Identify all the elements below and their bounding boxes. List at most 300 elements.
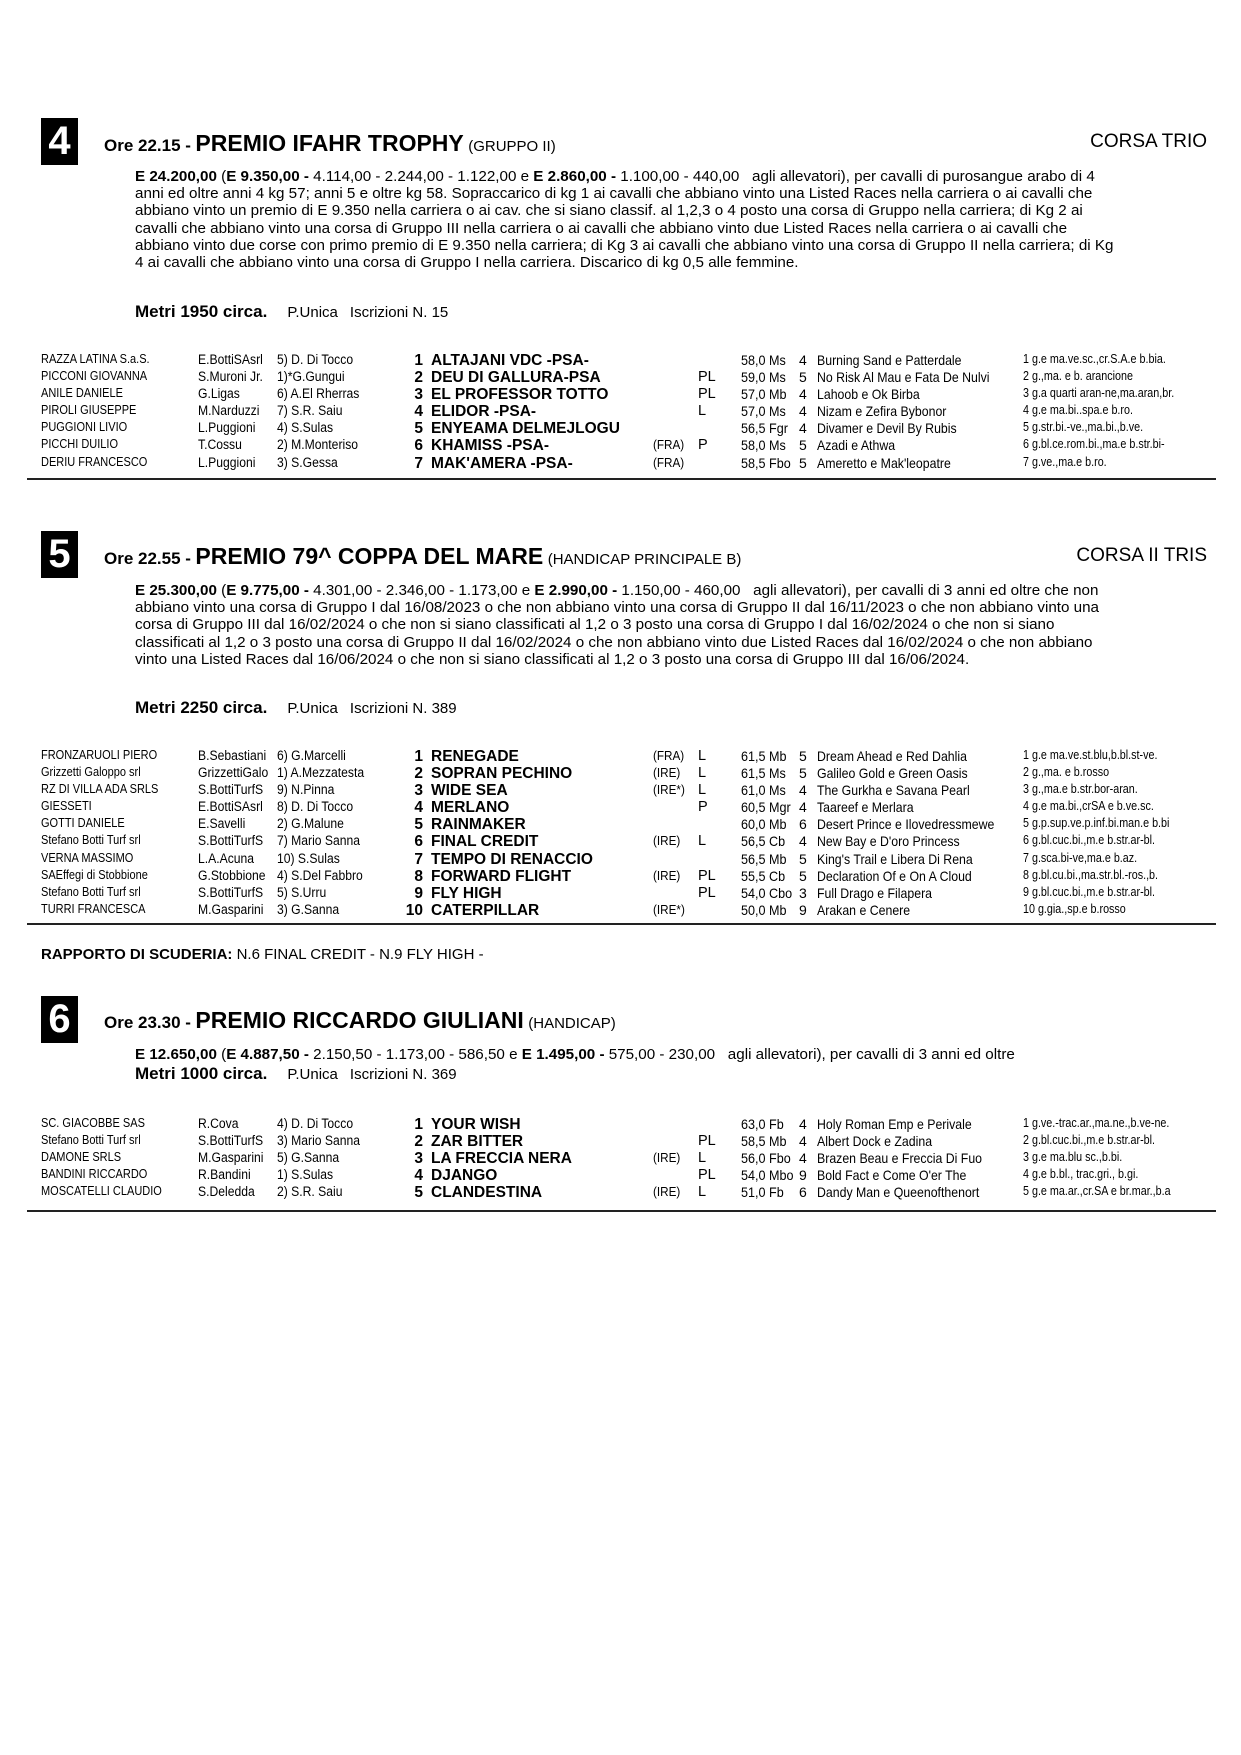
equipment: L bbox=[698, 1150, 707, 1167]
weight: 58,0 Ms bbox=[741, 352, 786, 368]
runner-row bbox=[0, 885, 1241, 902]
silks-colors: 5 g.p.sup.ve.p.inf.bi.man.e b.bi bbox=[1023, 816, 1170, 831]
race-category: (HANDICAP) bbox=[528, 1015, 616, 1032]
trainer-name: M.Narduzzi bbox=[198, 403, 260, 419]
trainer-name: R.Bandini bbox=[198, 1167, 251, 1183]
equipment: L bbox=[698, 748, 707, 764]
owner-name: PIROLI GIUSEPPE bbox=[41, 403, 137, 418]
owner-name: Stefano Botti Turf srl bbox=[41, 1133, 141, 1148]
weight: 57,0 Mb bbox=[741, 386, 787, 403]
trainer-name: S.BottiTurfS bbox=[198, 833, 264, 849]
prize-first: E 9.775,00 - bbox=[226, 582, 309, 599]
horse-age: 6 bbox=[799, 1184, 807, 1201]
divider bbox=[27, 1210, 1216, 1212]
horse-origin: (IRE*) bbox=[653, 901, 685, 917]
prize-breeders: E 2.990,00 - bbox=[534, 582, 618, 599]
horse-name bbox=[405, 748, 519, 766]
entries: Iscrizioni N. 15 bbox=[349, 304, 449, 321]
horse-age: 4 bbox=[799, 799, 807, 816]
silks-colors: 6 g.bl.cuc.bi.,m.e b.str.ar-bl. bbox=[1023, 833, 1156, 848]
runners-table bbox=[0, 352, 1241, 472]
jockey-name: 3) S.Gessa bbox=[277, 454, 338, 470]
owner-name: DERIU FRANCESCO bbox=[41, 454, 148, 469]
pedigree: Declaration Of e On A Cloud bbox=[817, 867, 972, 884]
horse-age: 4 bbox=[799, 403, 807, 420]
runner-row bbox=[0, 816, 1241, 833]
jockey-name: 10) S.Sulas bbox=[277, 850, 340, 866]
pedigree: Azadi e Athwa bbox=[817, 437, 896, 454]
horse-age: 5 bbox=[799, 454, 807, 471]
weight: 56,0 Fbo bbox=[741, 1150, 791, 1167]
horse-age: 5 bbox=[799, 867, 807, 884]
jockey-name: 7) Mario Sanna bbox=[277, 833, 361, 849]
owner-name: DAMONE SRLS bbox=[41, 1150, 122, 1165]
silks-colors: 4 g.e b.bl., trac.gri., b.gi. bbox=[1023, 1167, 1139, 1182]
pedigree: Arakan e Cenere bbox=[817, 901, 911, 918]
owner-name: VERNA MASSIMO bbox=[41, 850, 134, 865]
pedigree: The Gurkha e Savana Pearl bbox=[817, 782, 970, 799]
pedigree: Divamer e Devil By Rubis bbox=[817, 420, 957, 437]
prize-breeders-rest: 1.150,00 - 460,00 bbox=[617, 582, 741, 599]
horse-age: 4 bbox=[799, 420, 807, 437]
horse-age: 9 bbox=[799, 901, 807, 918]
horse-age: 5 bbox=[799, 765, 807, 782]
prize-breeders: E 1.495,00 - bbox=[521, 1046, 605, 1063]
race-distance-line bbox=[135, 698, 457, 718]
trainer-name: M.Gasparini bbox=[198, 901, 264, 917]
horse-number: 1 bbox=[414, 748, 423, 765]
horse-age: 3 bbox=[799, 884, 807, 901]
horse-number: 9 bbox=[414, 884, 423, 902]
owner-name: RAZZA LATINA S.a.S. bbox=[41, 352, 150, 366]
horse-number: 6 bbox=[414, 437, 423, 455]
horse-number: 4 bbox=[414, 1167, 423, 1185]
jockey-name: 9) N.Pinna bbox=[277, 782, 335, 798]
pedigree: King's Trail e Libera Di Rena bbox=[817, 850, 973, 867]
silks-colors: 5 g.str.bi.-ve.,ma.bi.,b.ve. bbox=[1023, 420, 1144, 435]
horse-name bbox=[405, 1184, 542, 1202]
start-type: P.Unica bbox=[287, 304, 338, 321]
horse-origin: (FRA) bbox=[653, 748, 685, 763]
horse-age: 4 bbox=[799, 833, 807, 850]
horse-name bbox=[405, 1167, 497, 1185]
runner-row bbox=[0, 1133, 1241, 1150]
pedigree: Full Drago e Filapera bbox=[817, 884, 933, 901]
horse-number: 6 bbox=[414, 833, 423, 851]
trainer-name: S.BottiTurfS bbox=[198, 884, 264, 900]
horse-name-text: LA FRECCIA NERA bbox=[431, 1150, 572, 1168]
horse-age: 5 bbox=[799, 437, 807, 454]
trainer-name: R.Cova bbox=[198, 1116, 239, 1131]
equipment: PL bbox=[698, 386, 716, 403]
pedigree: Dream Ahead e Red Dahlia bbox=[817, 748, 967, 764]
horse-name bbox=[405, 1116, 521, 1134]
weight: 57,0 Ms bbox=[741, 403, 786, 420]
race-conditions bbox=[135, 1046, 1115, 1063]
horse-origin: (IRE) bbox=[653, 765, 681, 781]
prize-paren: ( bbox=[216, 582, 227, 599]
horse-origin: (IRE) bbox=[653, 1150, 681, 1166]
jockey-name: 2) M.Monteriso bbox=[277, 437, 359, 453]
horse-name bbox=[405, 833, 538, 851]
horse-age: 4 bbox=[799, 386, 807, 403]
race-category: (HANDICAP PRINCIPALE B) bbox=[547, 551, 742, 568]
horse-name-text: MERLANO bbox=[431, 799, 510, 817]
horse-age: 5 bbox=[799, 850, 807, 867]
horse-age: 4 bbox=[799, 1133, 807, 1150]
runner-row bbox=[0, 782, 1241, 799]
silks-colors: 2 g.bl.cuc.bi.,m.e b.str.ar-bl. bbox=[1023, 1133, 1156, 1148]
weight: 61,5 Ms bbox=[741, 765, 786, 782]
weight: 63,0 Fb bbox=[741, 1116, 784, 1132]
weight: 56,5 Cb bbox=[741, 833, 786, 850]
equipment: PL bbox=[698, 884, 716, 901]
silks-colors: 2 g.,ma. e b.rosso bbox=[1023, 765, 1110, 780]
horse-origin: (IRE*) bbox=[653, 782, 685, 798]
runners-table bbox=[0, 748, 1241, 919]
horse-number: 7 bbox=[414, 850, 423, 868]
horse-number: 4 bbox=[414, 403, 423, 421]
silks-colors: 4 g.e ma.bi.,crSA e b.ve.sc. bbox=[1023, 799, 1154, 814]
trainer-name: E.Savelli bbox=[198, 816, 246, 832]
horse-name-text: FINAL CREDIT bbox=[431, 833, 539, 851]
jockey-name: 4) D. Di Tocco bbox=[277, 1116, 354, 1131]
horse-name bbox=[405, 369, 601, 387]
runner-row bbox=[0, 437, 1241, 454]
race-conditions bbox=[135, 582, 1115, 668]
runner-row bbox=[0, 420, 1241, 437]
horse-name bbox=[405, 1133, 523, 1151]
runner-row bbox=[0, 455, 1241, 472]
horse-name-text: SOPRAN PECHINO bbox=[431, 765, 573, 783]
equipment: PL bbox=[698, 369, 716, 386]
race-distance-line bbox=[135, 302, 448, 322]
jockey-name: 2) G.Malune bbox=[277, 816, 344, 832]
race-category: (GRUPPO II) bbox=[468, 138, 556, 155]
jockey-name: 3) Mario Sanna bbox=[277, 1133, 361, 1149]
jockey-name: 4) S.Del Fabbro bbox=[277, 867, 363, 883]
horse-name bbox=[405, 765, 572, 783]
silks-colors: 9 g.bl.cuc.bi.,m.e b.str.ar-bl. bbox=[1023, 884, 1156, 899]
silks-colors: 3 g.a quarti aran-ne,ma.aran,br. bbox=[1023, 386, 1175, 401]
horse-origin: (IRE) bbox=[653, 1184, 681, 1200]
horse-name-text: CATERPILLAR bbox=[431, 901, 540, 919]
jockey-name: 5) D. Di Tocco bbox=[277, 352, 354, 367]
silks-colors: 7 g.sca.bi-ve,ma.e b.az. bbox=[1023, 850, 1138, 865]
stable-report-text: N.6 FINAL CREDIT - N.9 FLY HIGH - bbox=[232, 946, 484, 963]
horse-age: 4 bbox=[799, 1150, 807, 1167]
start-type: P.Unica bbox=[287, 1066, 338, 1083]
horse-name bbox=[405, 868, 571, 886]
equipment: P bbox=[698, 437, 708, 454]
horse-origin: (FRA) bbox=[653, 437, 685, 453]
prize-breeders-rest: 1.100,00 - 440,00 bbox=[616, 168, 740, 185]
owner-name: SC. GIACOBBE SAS bbox=[41, 1116, 145, 1130]
equipment: L bbox=[698, 782, 707, 799]
horse-age: 6 bbox=[799, 816, 807, 833]
weight: 56,5 Mb bbox=[741, 850, 787, 867]
race-distance-line bbox=[135, 1064, 457, 1084]
horse-name-text: FLY HIGH bbox=[431, 884, 502, 902]
horse-name bbox=[405, 455, 573, 473]
owner-name: TURRI FRANCESCA bbox=[41, 901, 146, 916]
race-title bbox=[104, 130, 556, 157]
horse-name bbox=[405, 851, 593, 869]
trainer-name: GrizzettiGalo bbox=[198, 765, 269, 781]
runner-row bbox=[0, 1167, 1241, 1184]
owner-name: SAEffegi di Stobbione bbox=[41, 867, 148, 882]
jockey-name: 3) G.Sanna bbox=[277, 901, 340, 917]
equipment: L bbox=[698, 833, 707, 850]
pedigree: Nizam e Zefira Bybonor bbox=[817, 403, 947, 420]
owner-name: RZ DI VILLA ADA SRLS bbox=[41, 782, 159, 797]
prize-total: E 24.200,00 bbox=[135, 168, 217, 185]
pedigree: Holy Roman Emp e Perivale bbox=[817, 1116, 972, 1132]
pedigree: Galileo Gold e Green Oasis bbox=[817, 765, 968, 782]
weight: 54,0 Cbo bbox=[741, 884, 793, 901]
horse-age: 4 bbox=[799, 352, 807, 368]
entries: Iscrizioni N. 369 bbox=[349, 1066, 457, 1083]
horse-number: 8 bbox=[414, 867, 423, 885]
trainer-name: S.Deledda bbox=[198, 1184, 255, 1200]
owner-name: Grizzetti Galoppo srl bbox=[41, 765, 141, 780]
pedigree: Taareef e Merlara bbox=[817, 799, 914, 816]
horse-origin: (IRE) bbox=[653, 833, 681, 849]
horse-name-text: ZAR BITTER bbox=[431, 1133, 524, 1151]
runner-row bbox=[0, 902, 1241, 919]
weight: 58,5 Mb bbox=[741, 1133, 787, 1150]
horse-age: 5 bbox=[799, 748, 807, 764]
equipment: P bbox=[698, 799, 708, 816]
pedigree: Brazen Beau e Freccia Di Fuo bbox=[817, 1150, 983, 1167]
horse-age: 4 bbox=[799, 782, 807, 799]
conditions-text: agli allevatori), per cavalli di purosangue arabo di 4 anni ed oltre anni 4 kg 57; anni 5 e oltre kg 58. Sopraccarico di kg 1 ai cavalli che abbiano vinto una Listed Races nella carriera o ai cavalli che abbiano vinto un premio di E 9.350 nella carriera o ai cav. che si siano classif. al 1,2,3 o 4 posto una corsa di Gruppo nella carriera; di Kg 2 ai cavalli che abbiano vinto una corsa di Gruppo III nella carriera o ai cavalli che abbiano vinto due Listed Races nella carriera o ai cavalli che abbiano vinto due corse con primo premio di E 9.350 nella carriera; di Kg 3 ai cavalli che abbiano vinto una corsa di Gruppo II nella carriera; di Kg 4 ai cavalli che abbiano vinto una corsa di Gruppo I nella carriera. Discarico di kg 0,5 alle femmine. bbox=[135, 168, 1114, 272]
weight: 56,5 Fgr bbox=[741, 420, 788, 437]
horse-number: 2 bbox=[414, 369, 423, 387]
prize-first: E 9.350,00 - bbox=[226, 168, 309, 185]
owner-name: GIESSETI bbox=[41, 799, 92, 814]
prize-total: E 12.650,00 bbox=[135, 1046, 217, 1063]
horse-number: 5 bbox=[414, 816, 423, 834]
silks-colors: 1 g.ve.-trac.ar.,ma.ne.,b.ve-ne. bbox=[1023, 1116, 1170, 1130]
weight: 59,0 Ms bbox=[741, 369, 786, 386]
jockey-name: 7) S.R. Saiu bbox=[277, 403, 343, 419]
horse-name-text: ALTAJANI VDC -PSA- bbox=[431, 352, 589, 369]
pedigree: Lahoob e Ok Birba bbox=[817, 386, 920, 403]
equipment: L bbox=[698, 765, 707, 782]
runner-row bbox=[0, 765, 1241, 782]
race-time: Ore 22.55 - bbox=[104, 549, 191, 568]
pedigree: Bold Fact e Come O'er The bbox=[817, 1167, 967, 1184]
weight: 55,5 Cb bbox=[741, 867, 786, 884]
horse-origin: (FRA) bbox=[653, 454, 685, 470]
equipment: PL bbox=[698, 1167, 716, 1184]
weight: 50,0 Mb bbox=[741, 901, 787, 918]
silks-colors: 6 g.bl.ce.rom.bi.,ma.e b.str.bi- bbox=[1023, 437, 1165, 452]
horse-name-text: EL PROFESSOR TOTTO bbox=[431, 386, 609, 404]
silks-colors: 10 g.gia.,sp.e b.rosso bbox=[1023, 901, 1126, 916]
weight: 60,0 Mb bbox=[741, 816, 787, 833]
horse-name-text: ELIDOR -PSA- bbox=[431, 403, 537, 421]
horse-age: 9 bbox=[799, 1167, 807, 1184]
horse-name bbox=[405, 816, 526, 834]
owner-name: Stefano Botti Turf srl bbox=[41, 833, 141, 848]
runner-row bbox=[0, 833, 1241, 850]
trainer-name: B.Sebastiani bbox=[198, 748, 267, 763]
horse-origin: (IRE) bbox=[653, 867, 681, 883]
owner-name: ANILE DANIELE bbox=[41, 386, 123, 401]
runner-row bbox=[0, 851, 1241, 868]
stable-report bbox=[41, 946, 484, 963]
trainer-name: E.BottiSAsrl bbox=[198, 799, 263, 815]
owner-name: PICCONI GIOVANNA bbox=[41, 369, 148, 384]
prize-paren: ( bbox=[216, 168, 227, 185]
race-conditions bbox=[135, 168, 1115, 271]
prize-rest: 2.150,50 - 1.173,00 - 586,50 e bbox=[308, 1046, 522, 1063]
horse-name-text: MAK'AMERA -PSA- bbox=[431, 454, 573, 472]
horse-name-text: YOUR WISH bbox=[431, 1116, 521, 1133]
equipment: L bbox=[698, 1184, 707, 1201]
jockey-name: 5) G.Sanna bbox=[277, 1150, 340, 1166]
trainer-name: S.Muroni Jr. bbox=[198, 369, 263, 385]
prize-rest: 4.301,00 - 2.346,00 - 1.173,00 e bbox=[308, 582, 535, 599]
silks-colors: 8 g.bl.cu.bi.,ma.str.bl.-ros.,b. bbox=[1023, 867, 1159, 882]
silks-colors: 5 g.e ma.ar.,cr.SA e br.mar.,b.a bbox=[1023, 1184, 1171, 1199]
jockey-name: 1)*G.Gungui bbox=[277, 369, 345, 385]
horse-name-text: ENYEAMA DELMEJLOGU bbox=[431, 420, 620, 438]
runner-row bbox=[0, 386, 1241, 403]
horse-number: 4 bbox=[414, 799, 423, 817]
entries: Iscrizioni N. 389 bbox=[349, 700, 457, 717]
race-number-badge: 6 bbox=[41, 996, 78, 1043]
race-title bbox=[104, 543, 741, 570]
horse-number: 5 bbox=[414, 420, 423, 438]
pedigree: Burning Sand e Patterdale bbox=[817, 352, 962, 368]
owner-name: Stefano Botti Turf srl bbox=[41, 884, 141, 899]
horse-age: 5 bbox=[799, 369, 807, 386]
equipment: PL bbox=[698, 867, 716, 884]
horse-name bbox=[405, 1150, 572, 1168]
equipment: PL bbox=[698, 1133, 716, 1150]
prize-first: E 4.887,50 - bbox=[226, 1046, 309, 1063]
horse-name-text: RAINMAKER bbox=[431, 816, 526, 834]
horse-name-text: DJANGO bbox=[431, 1167, 498, 1185]
horse-name-text: WIDE SEA bbox=[431, 782, 508, 800]
horse-name-text: RENEGADE bbox=[431, 748, 519, 765]
owner-name: PICCHI DUILIO bbox=[41, 437, 119, 452]
silks-colors: 2 g.,ma. e b. arancione bbox=[1023, 369, 1133, 384]
prize-breeders-rest: 575,00 - 230,00 bbox=[604, 1046, 716, 1063]
runner-row bbox=[0, 1116, 1241, 1133]
race-number-badge: 4 bbox=[41, 118, 78, 165]
trainer-name: T.Cossu bbox=[198, 437, 242, 453]
horse-age: 4 bbox=[799, 1116, 807, 1132]
runner-row bbox=[0, 1150, 1241, 1167]
runner-row bbox=[0, 748, 1241, 765]
trainer-name: G.Stobbione bbox=[198, 867, 266, 883]
race-time: Ore 23.30 - bbox=[104, 1013, 191, 1032]
horse-number: 2 bbox=[414, 765, 423, 783]
owner-name: PUGGIONI LIVIO bbox=[41, 420, 128, 435]
race-title bbox=[104, 1007, 616, 1034]
runner-row bbox=[0, 403, 1241, 420]
horse-name bbox=[405, 902, 539, 920]
start-type: P.Unica bbox=[287, 700, 338, 717]
horse-name bbox=[405, 799, 509, 817]
trainer-name: G.Ligas bbox=[198, 386, 240, 402]
horse-name bbox=[405, 386, 608, 404]
silks-colors: 1 g.e ma.ve.st.blu,b.bl.st-ve. bbox=[1023, 748, 1158, 762]
pedigree: No Risk Al Mau e Fata De Nulvi bbox=[817, 369, 990, 386]
runner-row bbox=[0, 352, 1241, 369]
pedigree: Ameretto e Mak'leopatre bbox=[817, 454, 951, 471]
runner-row bbox=[0, 799, 1241, 816]
runner-row bbox=[0, 369, 1241, 386]
jockey-name: 1) S.Sulas bbox=[277, 1167, 334, 1183]
stable-report-label: RAPPORTO DI SCUDERIA: bbox=[41, 946, 233, 963]
weight: 58,0 Ms bbox=[741, 437, 786, 454]
trainer-name: L.Puggioni bbox=[198, 454, 256, 470]
horse-number: 10 bbox=[405, 901, 423, 919]
pedigree: Albert Dock e Zadina bbox=[817, 1133, 933, 1150]
jockey-name: 8) D. Di Tocco bbox=[277, 799, 354, 815]
horse-name bbox=[405, 437, 549, 455]
horse-number: 2 bbox=[414, 1133, 423, 1151]
weight: 58,5 Fbo bbox=[741, 454, 791, 471]
jockey-name: 5) S.Urru bbox=[277, 884, 327, 900]
horse-number: 3 bbox=[414, 386, 423, 404]
horse-name bbox=[405, 420, 620, 438]
weight: 54,0 Mbo bbox=[741, 1167, 794, 1184]
distance: Metri 2250 circa. bbox=[135, 698, 268, 717]
equipment: L bbox=[698, 403, 707, 420]
prize-total: E 25.300,00 bbox=[135, 582, 217, 599]
trainer-name: M.Gasparini bbox=[198, 1150, 264, 1166]
bet-type: CORSA II TRIS bbox=[1076, 545, 1207, 566]
distance: Metri 1000 circa. bbox=[135, 1064, 268, 1083]
owner-name: MOSCATELLI CLAUDIO bbox=[41, 1184, 162, 1199]
race-time: Ore 22.15 - bbox=[104, 136, 191, 155]
pedigree: New Bay e D'oro Princess bbox=[817, 833, 960, 850]
owner-name: FRONZARUOLI PIERO bbox=[41, 748, 158, 762]
jockey-name: 1) A.Mezzatesta bbox=[277, 765, 365, 781]
bet-type: CORSA TRIO bbox=[1090, 131, 1207, 152]
horse-name-text: KHAMISS -PSA- bbox=[431, 437, 549, 455]
horse-name bbox=[405, 352, 589, 370]
silks-colors: 1 g.e ma.ve.sc.,cr.S.A.e b.bia. bbox=[1023, 352, 1166, 366]
horse-name-text: FORWARD FLIGHT bbox=[431, 867, 572, 885]
horse-name bbox=[405, 885, 502, 903]
trainer-name: L.Puggioni bbox=[198, 420, 256, 436]
weight: 61,5 Mb bbox=[741, 748, 787, 764]
distance: Metri 1950 circa. bbox=[135, 302, 268, 321]
pedigree: Dandy Man e Queenofthenort bbox=[817, 1184, 980, 1201]
horse-name bbox=[405, 782, 508, 800]
race-name: PREMIO 79^ COPPA DEL MARE bbox=[195, 543, 544, 569]
weight: 51,0 Fb bbox=[741, 1184, 784, 1201]
runner-row bbox=[0, 868, 1241, 885]
race-name: PREMIO IFAHR TROPHY bbox=[195, 130, 464, 156]
owner-name: BANDINI RICCARDO bbox=[41, 1167, 148, 1182]
silks-colors: 3 g.e ma.blu sc.,b.bi. bbox=[1023, 1150, 1123, 1165]
conditions-text: agli allevatori), per cavalli di 3 anni ed oltre che non abbiano vinto una corsa di Gruppo I dal 16/08/2023 o che non abbiano vinto una corsa di Gruppo II dal 16/11/2023 o che non abbiano vinto una corsa di Gruppo III dal 16/02/2024 o che non si siano classificati al 1,2 o 3 posto una corsa di Gruppo I dal 16/02/2024 o che non si siano classificati al 1,2 o 3 posto una corsa di Gruppo II dal 16/02/2024 o che non abbiano vinto due Listed Races dal 16/02/2024 o che non abbiano vinto una Listed Races dal 16/06/2024 o che non si siano classificati al 1,2 o 3 posto una corsa di Gruppo III dal 16/06/2024. bbox=[135, 582, 1099, 668]
divider bbox=[27, 478, 1216, 480]
horse-name bbox=[405, 403, 536, 421]
horse-number: 7 bbox=[414, 454, 423, 472]
conditions-text: agli allevatori), per cavalli di 3 anni ed oltre bbox=[727, 1046, 1015, 1063]
silks-colors: 3 g.,ma.e b.str.bor-aran. bbox=[1023, 782, 1138, 797]
horse-number: 1 bbox=[414, 352, 423, 369]
